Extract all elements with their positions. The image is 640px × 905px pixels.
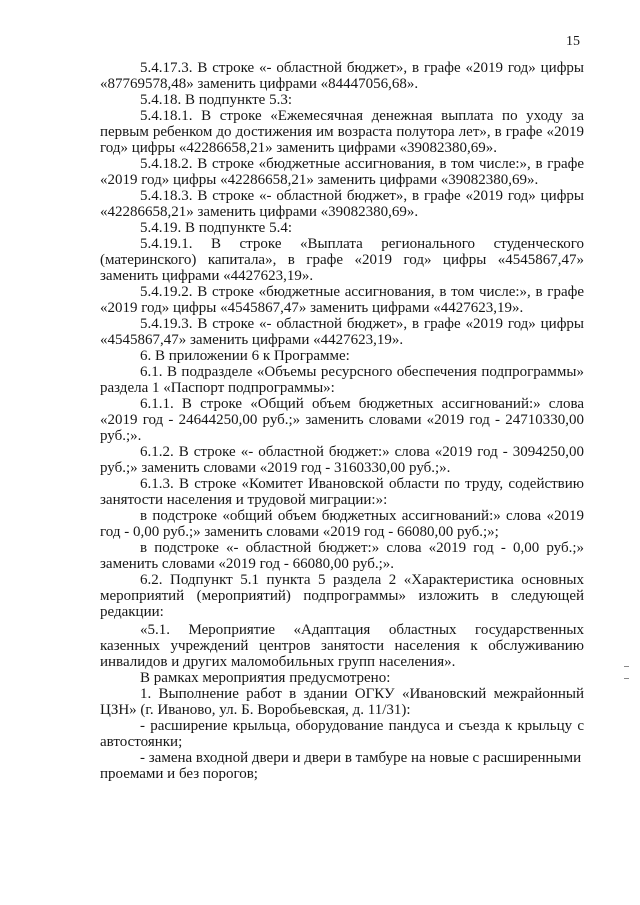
document-body [100,60,584,782]
paragraph: 5.4.19.3. В строке «- областной бюджет», в графе «2019 год» цифры «4545867,47» заменить цифрами «4427623,19». [100,316,584,348]
scan-artifact [624,678,629,679]
paragraph: 5.4.19.1. В строке «Выплата регионального студенческого (материнского) капитала», в графе «2019 год» цифры «4545867,47» заменить цифрами «4427623,19». [100,236,584,284]
paragraph: В рамках мероприятия предусмотрено: [140,670,391,686]
paragraph: 6.2. Подпункт 5.1 пункта 5 раздела 2 «Характеристика основных мероприятий (мероприятий) подпрограммы» изложить в следующей редакции: [100,572,584,620]
page-number: 15 [566,34,580,49]
scan-artifact [624,666,629,667]
paragraph: 5.4.18.2. В строке «бюджетные ассигнования, в том числе:», в графе «2019 год» цифры «42286658,21» заменить цифрами «39082380,69». [100,156,584,188]
paragraph: 5.4.19. В подпункте 5.4: [140,220,293,236]
paragraph: в подстроке «общий объем бюджетных ассигнований:» слова «2019 год - 0,00 руб.;» заменить словами «2019 год - 66080,00 руб.;»; [100,508,584,540]
paragraph: 6.1.1. В строке «Общий объем бюджетных ассигнований:» слова «2019 год - 24644250,00 руб.;» заменить словами «2019 год - 24710330,00 руб.;». [100,396,584,444]
paragraph: «5.1. Мероприятие «Адаптация областных государственных казенных учреждений центров занятости населения к обслуживанию инвалидов и других маломобильных групп населения». [100,622,584,670]
paragraph: 5.4.17.3. В строке «- областной бюджет», в графе «2019 год» цифры «87769578,48» заменить цифрами «84447056,68». [100,60,584,92]
paragraph: 6.1. В подразделе «Объемы ресурсного обеспечения подпрограммы» раздела 1 «Паспорт подпрограммы»: [100,364,584,396]
paragraph: 5.4.18.3. В строке «- областной бюджет», в графе «2019 год» цифры «42286658,21» заменить цифрами «39082380,69». [100,188,584,220]
paragraph: 1. Выполнение работ в здании ОГКУ «Ивановский межрайонный ЦЗН» (г. Иваново, ул. Б. Воробьевская, д. 11/31): [100,686,584,718]
paragraph: 6.1.3. В строке «Комитет Ивановской области по труду, содействию занятости населения и трудовой миграции:»: [100,476,584,508]
paragraph: 6. В приложении 6 к Программе: [140,348,350,364]
paragraph: в подстроке «- областной бюджет:» слова «2019 год - 0,00 руб.;» заменить словами «2019 год - 66080,00 руб.;». [100,540,584,572]
paragraph: - замена входной двери и двери в тамбуре на новые с расширенными проемами и без порогов; [100,750,582,782]
paragraph: 5.4.18.1. В строке «Ежемесячная денежная выплата по уходу за первым ребенком до достижения им возраста полутора лет», в графе «2019 год» цифры «42286658,21» заменить цифрами «39082380,69». [100,108,584,156]
paragraph: 5.4.19.2. В строке «бюджетные ассигнования, в том числе:», в графе «2019 год» цифры «4545867,47» заменить цифрами «4427623,19». [100,284,584,316]
paragraph: - расширение крыльца, оборудование пандуса и съезда к крыльцу с автостоянки; [100,718,584,750]
paragraph: 6.1.2. В строке «- областной бюджет:» слова «2019 год - 3094250,00 руб.;» заменить словами «2019 год - 3160330,00 руб.;». [100,444,584,476]
paragraph: 5.4.18. В подпункте 5.3: [140,92,293,108]
